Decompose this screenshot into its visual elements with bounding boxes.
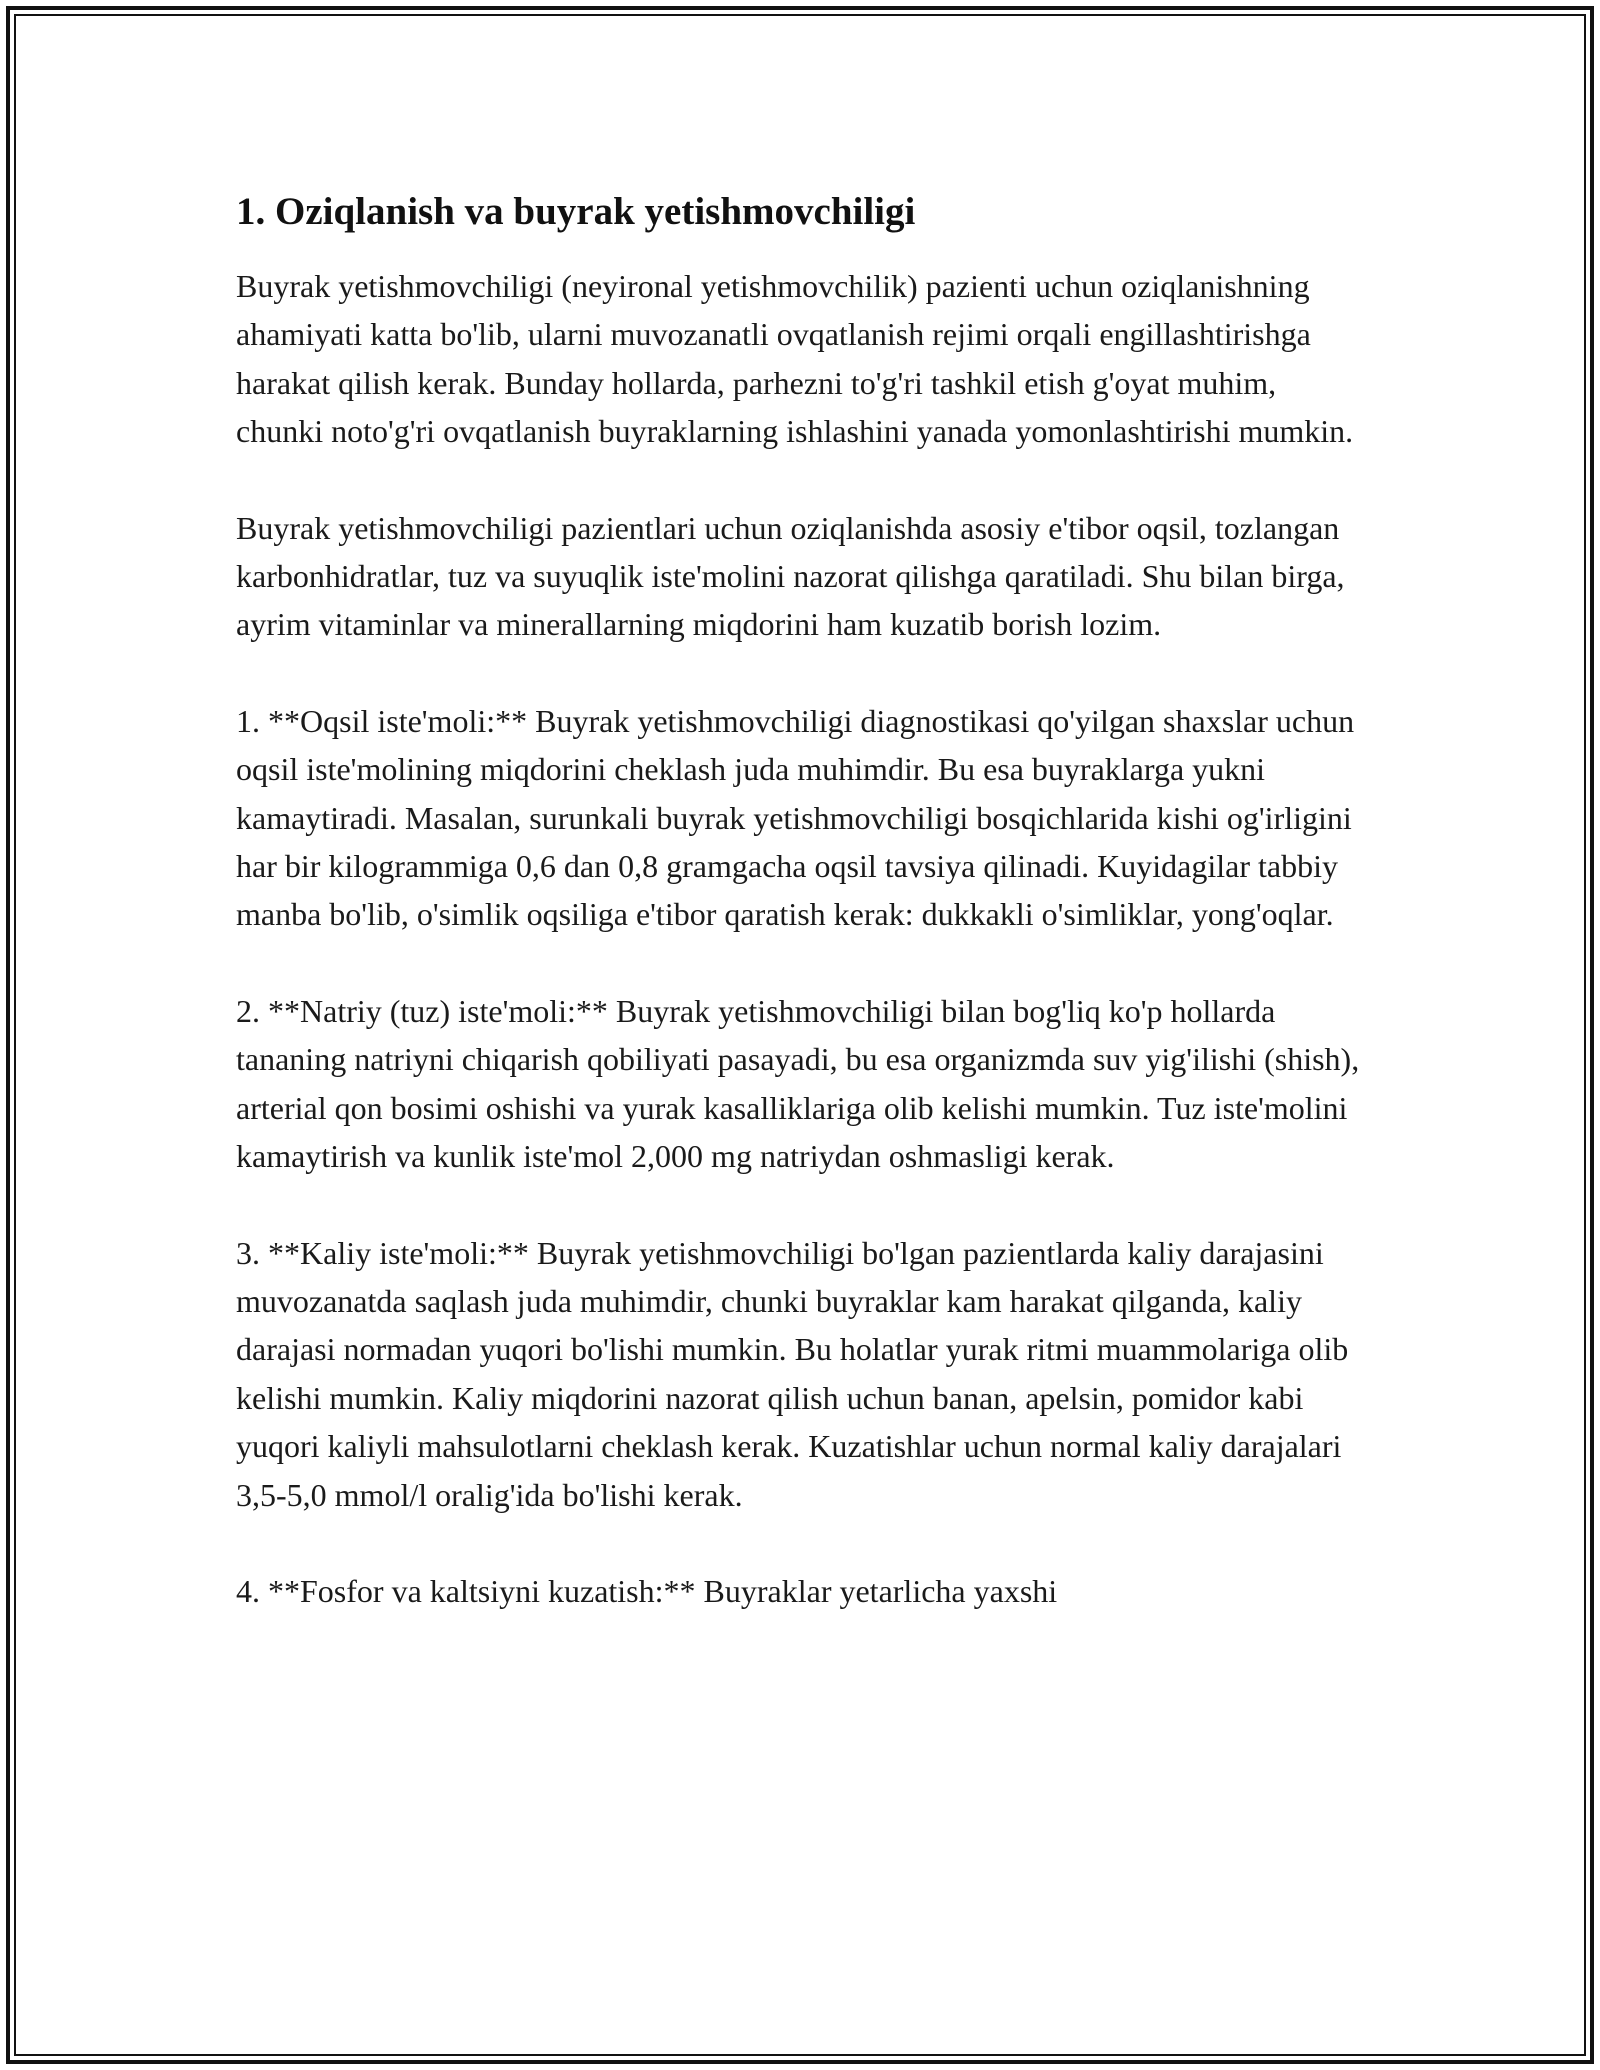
list-item-sodium: 2. **Natriy (tuz) iste'moli:** Buyrak yetishmovchiligi bilan bog'liq ko'p hollarda tananing natriyni chiqarish qobiliyati pasayadi, bu esa organizmda suv yig'ilishi (shish), arterial qon bosimi oshishi va yurak kasalliklariga olib kelishi mumkin. Tuz iste'molini kamaytirish va kunlik iste'mol 2,000 mg natriydan oshmasligi kerak. (236, 992, 1360, 1175)
paragraph-focus: Buyrak yetishmovchiligi pazientlari uchun oziqlanishda asosiy e'tibor oqsil, tozlangan karbonhidratlar, tuz va suyuqlik iste'molini nazorat qilishga qaratiladi. Shu bilan birga, ayrim vitaminlar va minerallarning miqdorini ham kuzatib borish lozim. (236, 509, 1345, 643)
list-item-phosphorus: 4. **Fosfor va kaltsiyni kuzatish:** Buyraklar yetarlicha yaxshi (236, 1572, 1058, 1609)
document-body (236, 188, 1366, 1663)
list-item-protein: 1. **Oqsil iste'moli:** Buyrak yetishmovchiligi diagnostikasi qo'yilgan shaxslar uchun oqsil iste'molining miqdorini cheklash juda muhimdir. Bu esa buyraklarga yukni kamaytiradi. Masalan, surunkali buyrak yetishmovchiligi bosqichlarida kishi og'irligini har bir kilogrammiga 0,6 dan 0,8 gramgacha oqsil tavsiya qilinadi. Kuyidagilar tabbiy manba bo'lib, o'simlik oqsiliga e'tibor qaratish kerak: dukkakli o'simliklar, yong'oqlar. (236, 702, 1355, 933)
section-heading: 1. Oziqlanish va buyrak yetishmovchiligi (236, 190, 916, 233)
list-item-potassium: 3. **Kaliy iste'moli:** Buyrak yetishmovchiligi bo'lgan pazientlarda kaliy darajasini muvozanatda saqlash juda muhimdir, chunki buyraklar kam harakat qilganda, kaliy darajasi normadan yuqori bo'lishi mumkin. Bu holatlar yurak ritmi muammolariga olib kelishi mumkin. Kaliy miqdorini nazorat qilish uchun banan, apelsin, pomidor kabi yuqori kaliyli mahsulotlarni cheklash kerak. Kuzatishlar uchun normal kaliy darajalari 3,5-5,0 mmol/l oralig'ida bo'lishi kerak. (236, 1234, 1349, 1513)
paragraph-intro: Buyrak yetishmovchiligi (neyironal yetishmovchilik) pazienti uchun oziqlanishning ahamiyati katta bo'lib, ularni muvozanatli ovqatlanish rejimi orqali engillashtirishga harakat qilish kerak. Bunday hollarda, parhezni to'g'ri tashkil etish g'oyat muhim, chunki noto'g'ri ovqatlanish buyraklarning ishlashini yanada yomonlashtirishi mumkin. (236, 268, 1354, 450)
